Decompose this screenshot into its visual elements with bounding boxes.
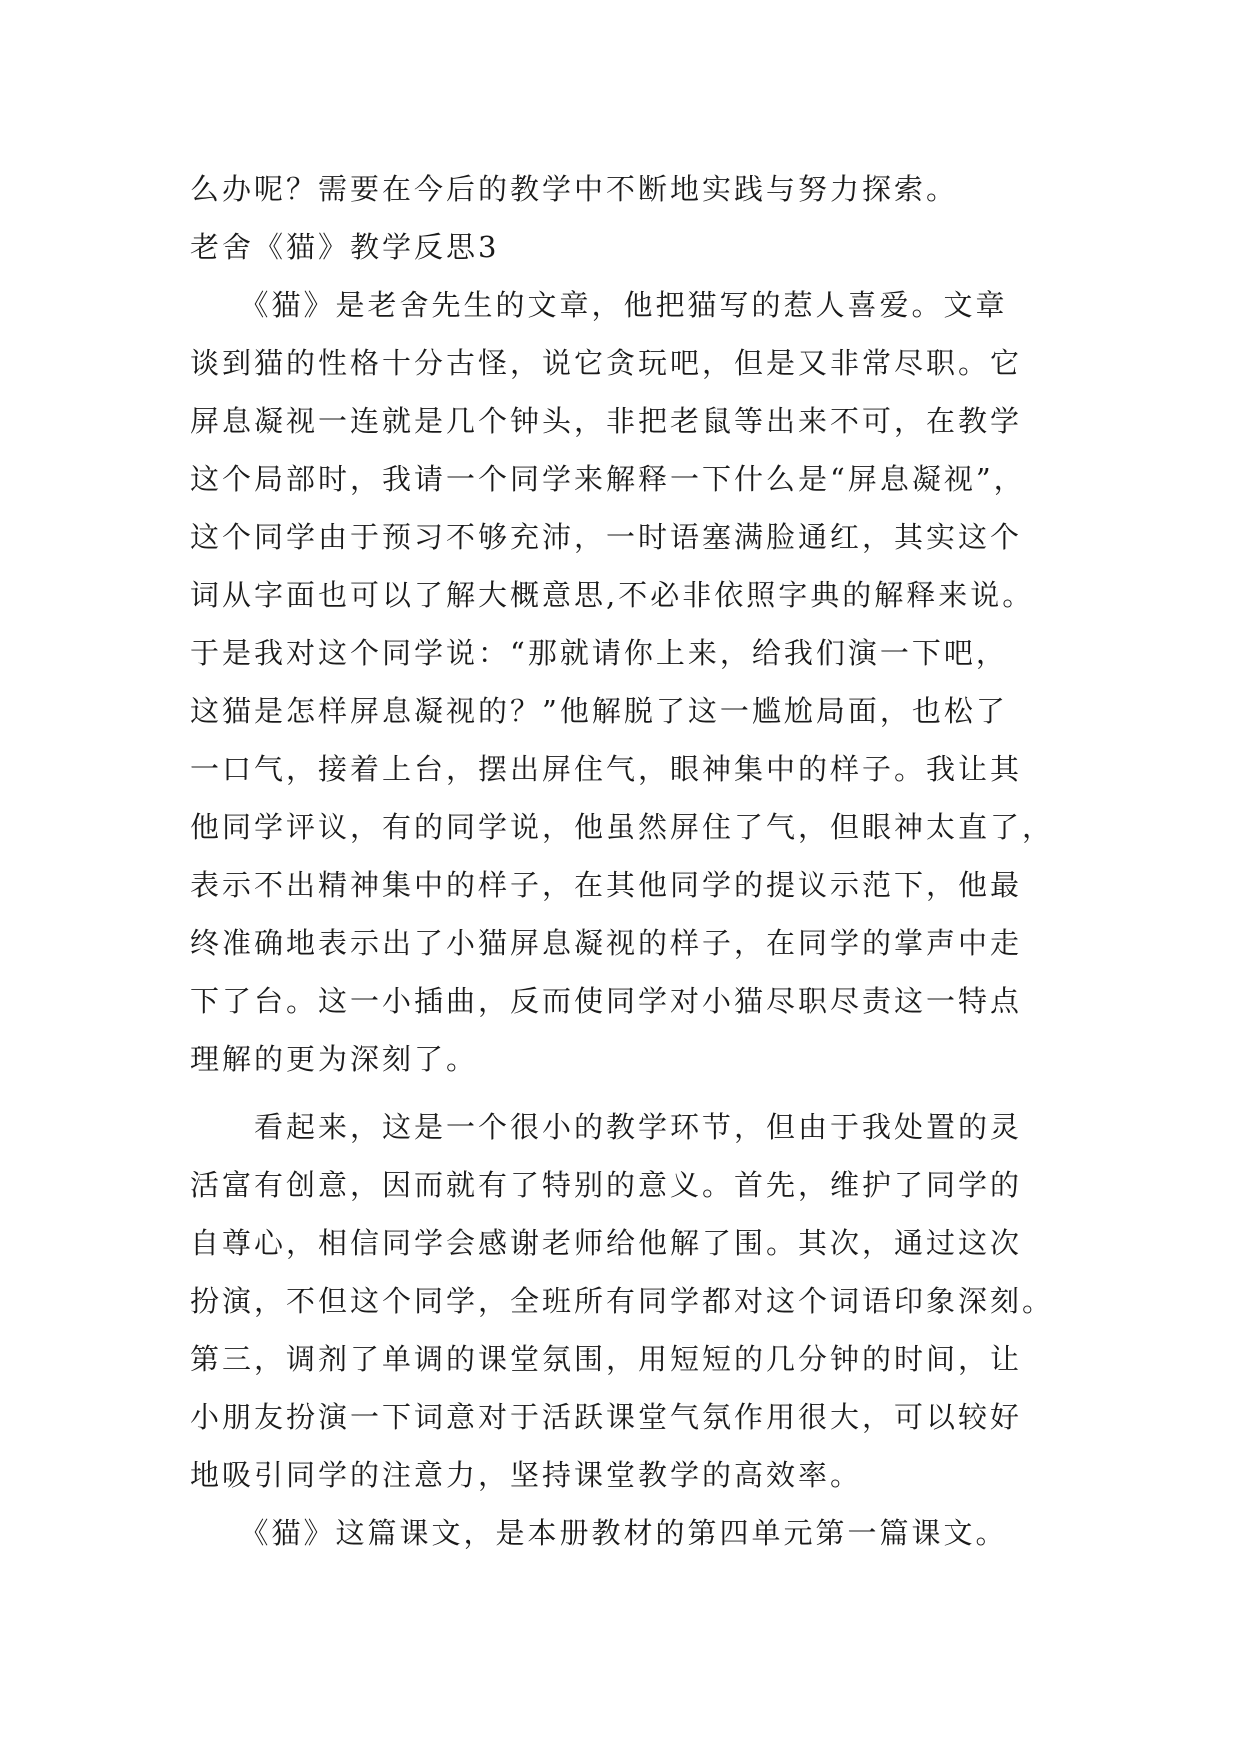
text-line: 小朋友扮演一下词意对于活跃课堂气氛作用很大，可以较好: [190, 1400, 1023, 1434]
text-line: 这个同学由于预习不够充沛，一时语塞满脸通红，其实这个: [190, 520, 1023, 554]
text-line: 这个局部时，我请一个同学来解释一下什么是“屏息凝视”，: [190, 462, 1026, 496]
text-line: 《猫》是老舍先生的文章，他把猫写的惹人喜爱。文章: [190, 288, 1008, 322]
text-line: 表示不出精神集中的样子，在其他同学的提议示范下，他最: [190, 868, 1023, 902]
text-line: 活富有创意，因而就有了特别的意义。首先，维护了同学的: [190, 1168, 1023, 1202]
text-line: 屏息凝视一连就是几个钟头，非把老鼠等出来不可，在教学: [190, 404, 1023, 438]
text-line: 地吸引同学的注意力，坚持课堂教学的高效率。: [190, 1458, 863, 1492]
text-line: 词从字面也可以了解大概意思,不必非依照字典的解释来说。: [190, 578, 1035, 612]
text-line: 一口气，接着上台，摆出屏住气，眼神集中的样子。我让其: [190, 752, 1023, 786]
paragraph-1: [190, 276, 1070, 1088]
text-line: 这猫是怎样屏息凝视的？”他解脱了这一尴尬局面，也松了: [190, 694, 1008, 728]
text-line: 于是我对这个同学说：“那就请你上来，给我们演一下吧，: [190, 636, 1008, 670]
text-line: 么办呢？需要在今后的教学中不断地实践与努力探索。: [190, 172, 959, 206]
text-line: 自尊心，相信同学会感谢老师给他解了围。其次，通过这次: [190, 1226, 1023, 1260]
text-line: 谈到猫的性格十分古怪，说它贪玩吧，但是又非常尽职。它: [190, 346, 1023, 380]
paragraph-2: [190, 1098, 1070, 1504]
text-line: 他同学评议，有的同学说，他虽然屏住了气，但眼神太直了，: [190, 810, 1055, 844]
document-body: [190, 160, 1070, 1562]
text-line: 下了台。这一小插曲，反而使同学对小猫尽职尽责这一特点: [190, 984, 1023, 1018]
paragraph-3: [190, 1504, 1070, 1562]
text-line: 终准确地表示出了小猫屏息凝视的样子，在同学的掌声中走: [190, 926, 1023, 960]
text-line: 看起来，这是一个很小的教学环节，但由于我处置的灵: [190, 1110, 1023, 1144]
section-heading: 老舍《猫》教学反思3: [190, 230, 500, 264]
text-line: 《猫》这篇课文，是本册教材的第四单元第一篇课文。: [190, 1516, 1008, 1550]
paragraph-gap: [190, 1088, 1070, 1098]
text-line: 理解的更为深刻了。: [190, 1042, 479, 1076]
text-line: 扮演，不但这个同学，全班所有同学都对这个词语印象深刻。: [190, 1284, 1055, 1318]
text-line: 第三，调剂了单调的课堂氛围，用短短的几分钟的时间，让: [190, 1342, 1023, 1376]
